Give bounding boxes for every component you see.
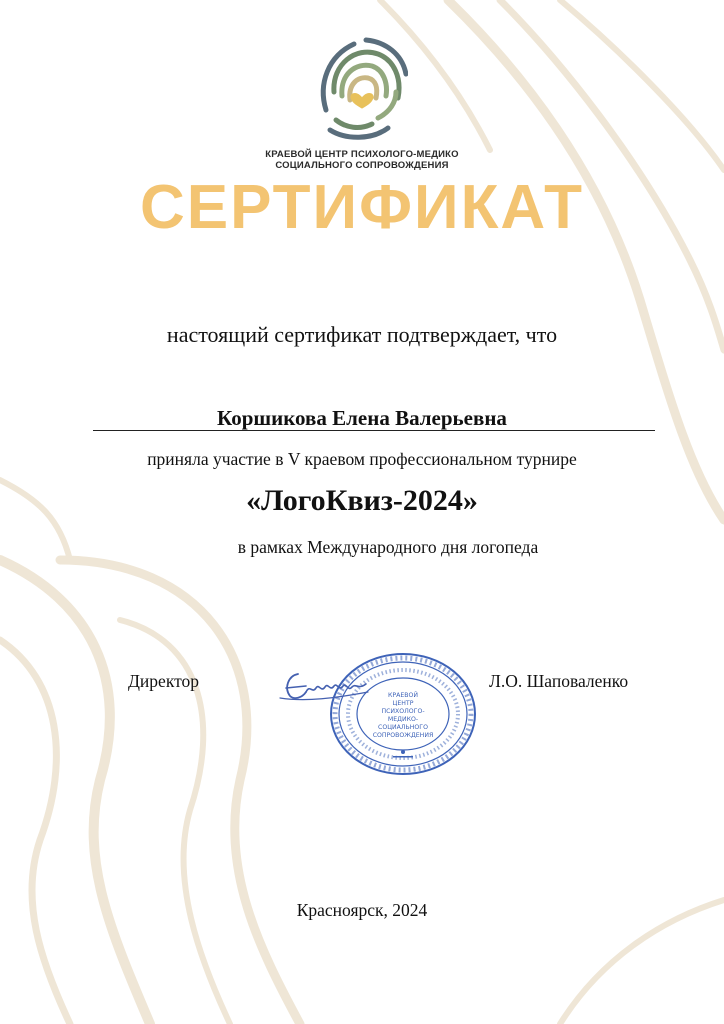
seal-text-line-6: СОПРОВОЖДЕНИЯ	[372, 732, 434, 739]
organization-line-1: КРАЕВОЙ ЦЕНТР ПСИХОЛОГО-МЕДИКО	[265, 149, 459, 160]
organization-line-2: СОЦИАЛЬНОГО СОПРОВОЖДЕНИЯ	[275, 160, 449, 171]
director-name: Л.О. Шаповаленко	[489, 671, 629, 691]
seal-text-line-3: ПСИХОЛОГО-	[381, 708, 425, 715]
name-underline	[93, 430, 655, 431]
event-name: «ЛогоКвиз-2024»	[246, 484, 478, 517]
recipient-name: Коршикова Елена Валерьевна	[217, 406, 507, 430]
director-position: Директор	[128, 671, 200, 691]
confirm-text: настоящий сертификат подтверждает, что	[166, 322, 558, 347]
director-signature	[276, 668, 372, 708]
event-context: в рамках Международного дня логопеда	[237, 537, 539, 557]
seal-text-line-1: КРАЕВОЙ	[387, 692, 419, 699]
place-and-year: Красноярск, 2024	[296, 900, 428, 920]
certificate-title: СЕРТИФИКАТ	[140, 173, 584, 242]
seal-text-line-5: СОЦИАЛЬНОГО	[378, 724, 428, 731]
seal-text-line-2: ЦЕНТР	[392, 700, 414, 707]
seal-text-line-4: МЕДИКО-	[387, 716, 419, 723]
fingerprint-heart-logo	[316, 36, 408, 140]
participation-text: приняла участие в V краевом профессиональном турнире	[147, 449, 577, 469]
